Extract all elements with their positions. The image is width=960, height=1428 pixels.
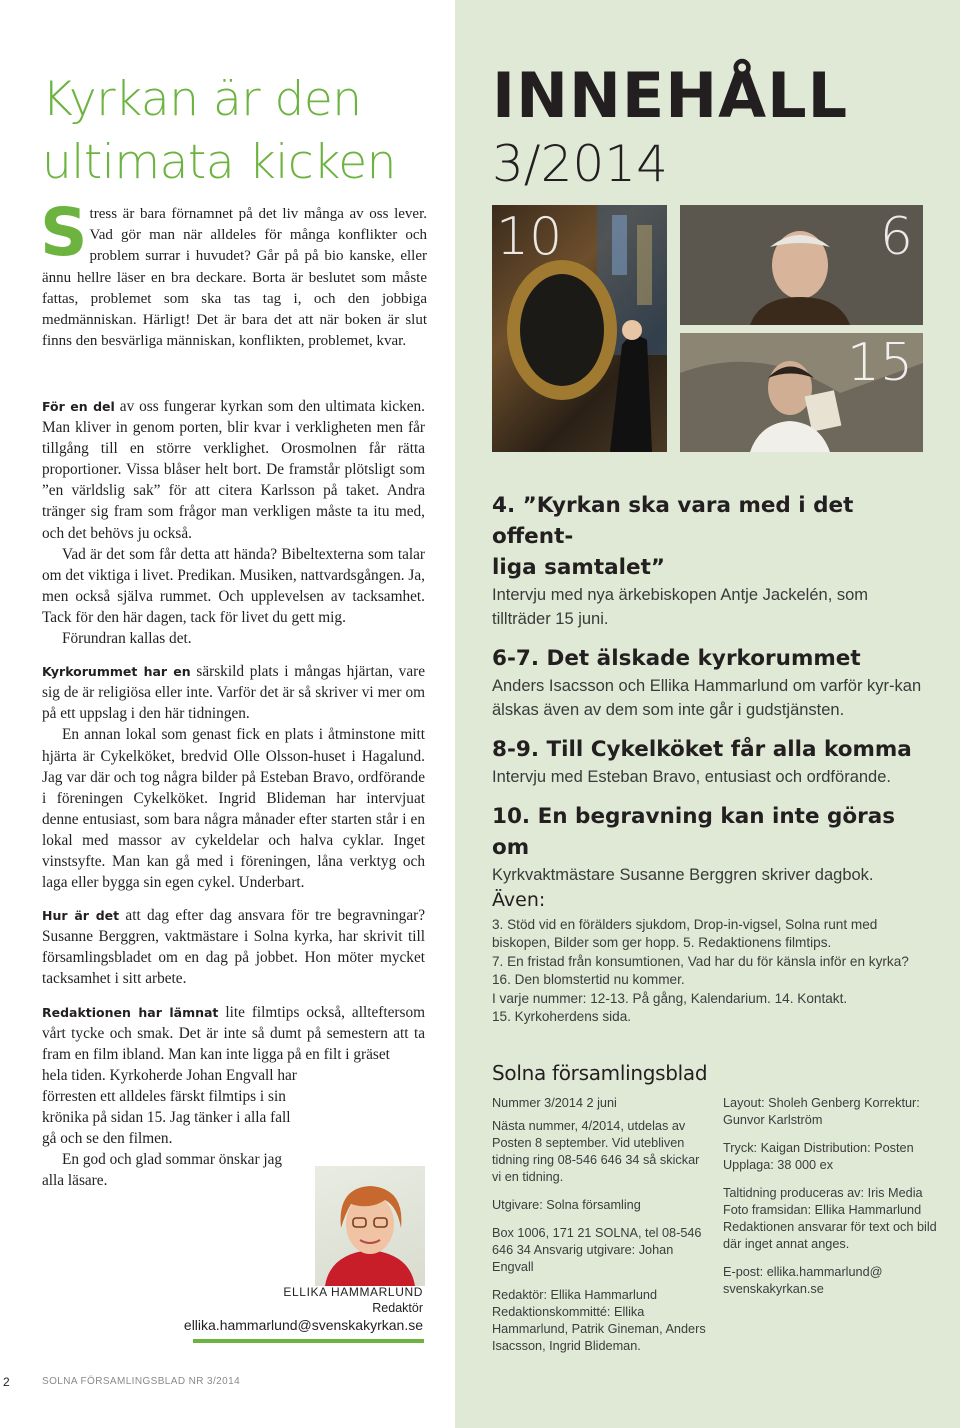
toc-item[interactable] bbox=[492, 801, 922, 887]
also-text: I varje nummer: 12-13. På gång, Kalendarium. 14. Kontakt. bbox=[492, 990, 848, 1006]
editor-portrait bbox=[315, 1166, 425, 1286]
editorial-column bbox=[0, 0, 455, 1428]
masthead-line: Layout: Sholeh Genberg Korrektur: Gunvor Karlström bbox=[723, 1096, 920, 1127]
editor-name: ELLIKA HAMMARLUND bbox=[283, 1285, 423, 1299]
editor-role: Redaktör bbox=[372, 1301, 423, 1315]
toc-item-title: 10. En begravning kan inte göras om bbox=[492, 804, 896, 860]
also-text: 7. En fristad från konsumtionen, Vad har du för känsla inför en kyrka? 16. Den blomstertid nu kommer. bbox=[492, 953, 909, 988]
masthead-line[interactable]: E-post: ellika.hammarlund@ svenskakyrkan.se bbox=[723, 1265, 883, 1296]
masthead-line: Box 1006, 171 21 SOLNA, tel 08-546 646 34 Ansvarig utgivare: Johan Engvall bbox=[492, 1226, 702, 1274]
contents-title: INNEHÅLL bbox=[492, 59, 849, 132]
toc-item[interactable] bbox=[492, 643, 922, 722]
toc-item-title: 6-7. Det älskade kyrkorummet bbox=[492, 646, 861, 671]
photo-page-number: 10 bbox=[496, 207, 563, 267]
photo-boy-reading bbox=[680, 333, 923, 452]
toc-item-description: Intervju med Esteban Bravo, entusiast och ordförande. bbox=[492, 768, 891, 786]
footer-text: SOLNA FÖRSAMLINGSBLAD NR 3/2014 bbox=[42, 1376, 241, 1387]
signature-divider bbox=[193, 1339, 424, 1343]
also-text: 15. Kyrkoherdens sida. bbox=[492, 1009, 632, 1025]
masthead-line: Nästa nummer, 4/2014, utdelas av Posten 8 september. Vid utebliven tidning ring 08-546 646 34 så skickar vi en tidning. bbox=[492, 1119, 700, 1184]
editorial-headline: Kyrkan är den ultimata kicken bbox=[42, 72, 396, 190]
toc-item-description: Kyrkvaktmästare Susanne Berggren skriver dagbok. bbox=[492, 866, 874, 884]
photo-man-portrait bbox=[680, 205, 923, 325]
toc-item[interactable] bbox=[492, 490, 922, 631]
masthead-line: Nummer 3/2014 2 juni bbox=[492, 1096, 617, 1110]
masthead-line: Tryck: Kaigan Distribution: Posten Upplaga: 38 000 ex bbox=[723, 1141, 914, 1172]
paragraph-lead-in: Redaktionen har lämnat bbox=[42, 1004, 219, 1020]
toc-item-description: Intervju med nya ärkebiskopen Antje Jackelén, som tillträder 15 juni. bbox=[492, 586, 869, 628]
page-number: 2 bbox=[3, 1375, 10, 1389]
paragraph-lead-in: För en del bbox=[42, 399, 115, 414]
also-text: 3. Stöd vid en förälders sjukdom, Drop-in-vigsel, Solna runt med biskopen, Bilder som ger hopp. 5. Redaktionens filmtips. bbox=[492, 917, 878, 951]
editor-email[interactable]: ellika.hammarlund@svenskakyrkan.se bbox=[183, 1317, 423, 1333]
photo-page-number: 15 bbox=[846, 333, 913, 393]
masthead-column-right bbox=[723, 1095, 948, 1309]
masthead-line: Redaktör: Ellika Hammarlund Redaktionskommitté: Ellika Hammarlund, Patrik Gineman, Anders Isacsson, Ingrid Blideman. bbox=[492, 1288, 706, 1353]
photo-church-blackboard bbox=[492, 205, 667, 452]
drop-cap: S bbox=[40, 194, 88, 271]
table-of-contents bbox=[492, 490, 922, 899]
toc-item[interactable] bbox=[492, 734, 922, 789]
body-paragraph: En god och glad sommar önskar jag alla läsare. bbox=[42, 1151, 283, 1190]
paragraph-lead-in: Hur är det bbox=[42, 908, 120, 924]
photo-page-number: 6 bbox=[879, 207, 913, 267]
body-paragraph: Redaktionen har lämnat lite filmtips också, allteftersom vårt tycke och smak. Det är inte så dumt på semestern att ta fram en film ibland. Man kan inte ligga på en filt i gräset bbox=[42, 1003, 425, 1063]
editorial-body bbox=[42, 396, 425, 1191]
masthead-title: Solna församlingsblad bbox=[492, 1061, 708, 1085]
body-paragraph: Förundran kallas det. bbox=[62, 630, 192, 648]
issue-number: 3/2014 bbox=[492, 135, 668, 193]
toc-item-description: Anders Isacsson och Ellika Hammarlund om varför kyr-kan älskas även av dem som inte går i gudstjänsten. bbox=[492, 677, 922, 719]
masthead-line: Taltidning produceras av: Iris Media Foto framsidan: Ellika Hammarlund Redaktionen ansvarar för text och bild där inget annat anges. bbox=[723, 1186, 937, 1251]
contents-panel bbox=[455, 0, 960, 1428]
body-paragraph: hela tiden. Kyrkoherde Johan Engvall har förresten ett alldeles färskt filmtips i sin krönika på sidan 15. Jag tänker i alla fall gå och se den filmen. bbox=[42, 1066, 297, 1148]
body-paragraph: Vad är det som får detta att hända? Bibeltexterna som talar om det viktiga i livet. Predikan. Musiken, nattvardsgången. Ja, men också själva rummet. Och upplevelsen av tacksamhet. Tack för den här dagen, tack för livet du gett mig. bbox=[42, 545, 425, 626]
lead-paragraph: tress är bara förnamnet på det liv många av oss lever. Vad gör man när alldeles för många konflikter och problem surrar i huvudet? Går på på bio kanske, eller ännu hellre läser en bra deckare. Borta är beslutet som måste fattas, problemet som ska tas tag i, och den jobbiga medmänniskan. Härligt! Det är bara det att när boken är slut finns den besvärliga människan, konflikten, problemet, kvar. bbox=[42, 206, 427, 350]
paragraph-lead-in: Kyrkorummet har en bbox=[42, 664, 191, 680]
masthead-line: Utgivare: Solna församling bbox=[492, 1198, 641, 1212]
body-paragraph: Hur är det att dag efter dag ansvara för tre begravningar? Susanne Berggren, vaktmästare i Solna kyrka, har skrivit till församlingsbladet om en dag på jobbet. Hon möter mycket tacksamhet i sitt arbete. bbox=[42, 907, 425, 988]
body-paragraph: Kyrkorummet har en särskild plats i mångas hjärtan, vare sig de är religiösa eller inte. Varför det är så skriver vi mer om på ett uppslag i den här tidningen. bbox=[42, 663, 425, 723]
body-paragraph: En annan lokal som genast fick en plats i åtminstone mitt hjärta är Cykelköket, bredvid Olle Olsson-huset i Hagalund. Jag var där och tog några bilder på Esteban Bravo, ordförande i föreningen Cykelköket. Ingrid Blideman har intervjuat denne entusiast, som bara några månader efter starten står i en lokal med massor av cykeldelar och halva cyklar. Inget vinstsyfte. Man kan gå med i föreningen, låna verktyg och laga eller bygga sin egen cykel. Underbart. bbox=[42, 726, 425, 892]
also-heading: Även: bbox=[492, 889, 546, 911]
body-paragraph: För en del av oss fungerar kyrkan som den ultimata kicken. Man kliver in genom porten, blir kvar i verkligheten men får tillgång till en större verklighet. Orosmolnen får rätta proportioner. Vissa blåser helt bort. De framstår plötsligt som ”en världslig sak” för att citera Karlsson på taket. Andra tränger sig fram som frågor man verkligen måste ta itu med, och det behövs ju också. bbox=[42, 398, 425, 542]
also-in-issue bbox=[492, 886, 922, 1026]
editor-signature bbox=[184, 1285, 423, 1333]
toc-item-title: 4. ”Kyrkan ska vara med i det offent- liga samtalet” bbox=[492, 493, 854, 580]
editorial-lead bbox=[40, 194, 427, 352]
masthead-column-left bbox=[492, 1095, 707, 1366]
toc-item-title: 8-9. Till Cykelköket får alla komma bbox=[492, 737, 912, 762]
